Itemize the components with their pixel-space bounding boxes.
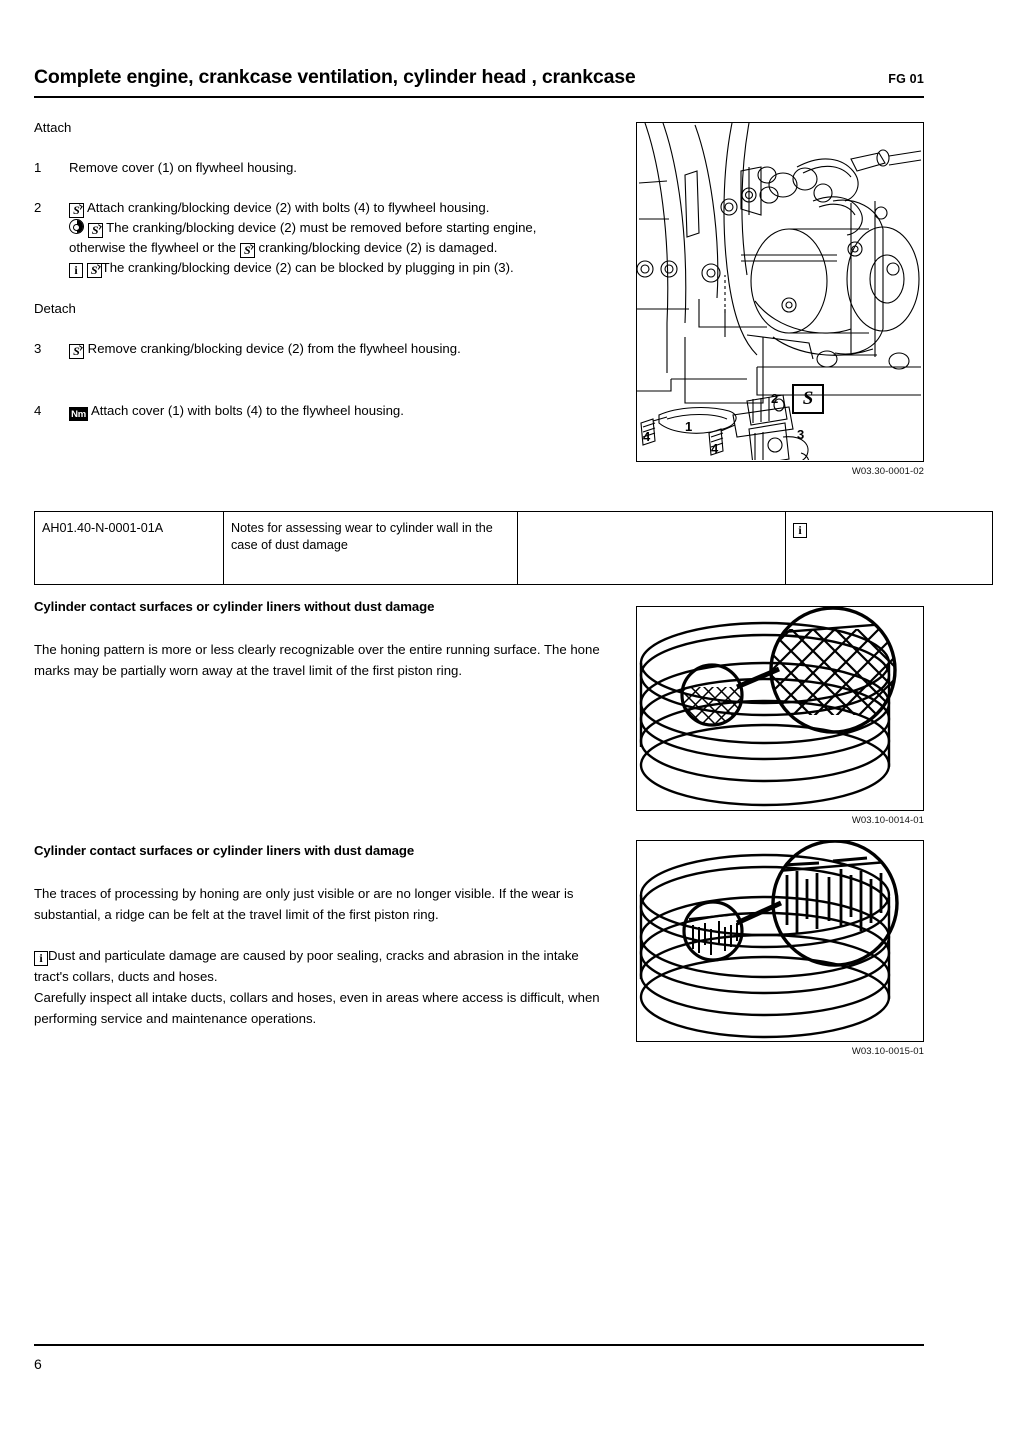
step-body	[69, 339, 614, 359]
torque-icon: Nm	[69, 407, 88, 421]
figure-cylinder-clean	[636, 606, 924, 811]
page-title: Complete engine, crankcase ventilation, cylinder head , crankcase	[34, 66, 636, 88]
step-text: Remove cover (1) on flywheel housing.	[69, 160, 297, 175]
table-cell-icon	[786, 512, 993, 585]
section-note	[34, 945, 609, 987]
step-number: 2	[34, 200, 42, 215]
step-text-line	[69, 238, 614, 258]
figure-cylinder-dust	[636, 840, 924, 1042]
figure-caption-starter: W03.30-0001-02	[851, 466, 924, 477]
section-paragraph: The traces of processing by honing are only just visible or are no longer visible. If the wear is substantial, a ridge can be felt at the travel limit of the first piston ring.	[34, 886, 574, 922]
special-tool-icon: S	[240, 243, 255, 258]
step-text: Attach cover (1) with bolts (4) to the flywheel housing.	[90, 403, 404, 418]
callout-4b: 4	[711, 441, 719, 456]
step-text: Remove cranking/blocking device (2) from the flywheel housing.	[87, 341, 461, 356]
special-tool-icon: S	[69, 344, 84, 359]
callout-3: 3	[797, 427, 805, 442]
step-text-line	[69, 401, 614, 421]
step-number: 1	[34, 160, 42, 175]
section-code: FG 01	[888, 72, 924, 86]
procedure-step	[34, 158, 614, 177]
special-tool-icon: S	[69, 203, 84, 218]
table-cell-id: AH01.40-N-0001-01A	[35, 512, 224, 585]
procedure-step	[34, 401, 614, 421]
step-body	[69, 158, 614, 177]
special-tool-icon: S	[87, 263, 102, 278]
detach-heading: Detach	[34, 301, 76, 316]
footer-divider	[34, 1344, 924, 1346]
section-paragraph: Carefully inspect all intake ducts, collars and hoses, even in areas where access is difficult, when performing service and maintenance operations.	[34, 990, 600, 1026]
procedure-step	[34, 198, 614, 278]
step-text-line	[69, 258, 614, 278]
procedure-block	[34, 118, 614, 421]
step-text-before: otherwise the flywheel or the	[69, 240, 237, 255]
info-icon: i	[793, 523, 807, 538]
figure-caption-cylinder-clean: W03.10-0014-01	[851, 815, 924, 826]
callout-4a: 4	[643, 429, 651, 444]
page-header	[34, 66, 924, 89]
callout-2: 2	[771, 391, 779, 406]
step-body	[69, 401, 614, 421]
step-text-after: cranking/blocking device (2) is damaged.	[258, 240, 498, 255]
section-heading: Cylinder contact surfaces or cylinder liners without dust damage	[34, 599, 435, 614]
section-with-dust-damage	[34, 840, 609, 1029]
step-number: 4	[34, 403, 42, 418]
special-tool-icon: S	[88, 223, 103, 238]
step-text: The cranking/blocking device (2) can be blocked by plugging in pin (3).	[101, 260, 514, 275]
section-without-dust-damage	[34, 596, 609, 681]
special-tool-badge: S	[792, 384, 824, 414]
table-cell-description: Notes for assessing wear to cylinder wall in the case of dust damage	[224, 512, 518, 585]
figure-caption-cylinder-dust: W03.10-0015-01	[851, 1046, 924, 1057]
header-divider	[34, 96, 924, 98]
info-icon: i	[69, 263, 83, 278]
callout-1: 1	[685, 419, 693, 434]
step-text: The cranking/blocking device (2) must be removed before starting engine,	[106, 220, 537, 235]
reference-table	[34, 511, 993, 585]
section-note-text: Dust and particulate damage are caused by poor sealing, cracks and abrasion in the intake tract's collars, ducts and hoses.	[34, 948, 579, 984]
page-number: 6	[34, 1356, 42, 1372]
attach-heading: Attach	[34, 120, 72, 135]
step-text-line	[69, 198, 614, 218]
step-number: 3	[34, 341, 42, 356]
step-text: Attach cranking/blocking device (2) with bolts (4) to flywheel housing.	[86, 200, 490, 215]
step-text-line	[69, 339, 614, 359]
step-body	[69, 198, 614, 278]
section-paragraph: The honing pattern is more or less clearly recognizable over the entire running surface. The hone marks may be partially worn away at the travel limit of the first piston ring.	[34, 642, 600, 678]
section-heading: Cylinder contact surfaces or cylinder liners with dust damage	[34, 843, 415, 858]
figure-starter-flywheel	[636, 122, 924, 462]
procedure-step	[34, 339, 614, 359]
step-text-line	[69, 218, 614, 238]
table-cell-blank	[518, 512, 786, 585]
table-row	[35, 512, 993, 585]
warning-icon	[69, 219, 84, 234]
info-icon: i	[34, 951, 48, 966]
